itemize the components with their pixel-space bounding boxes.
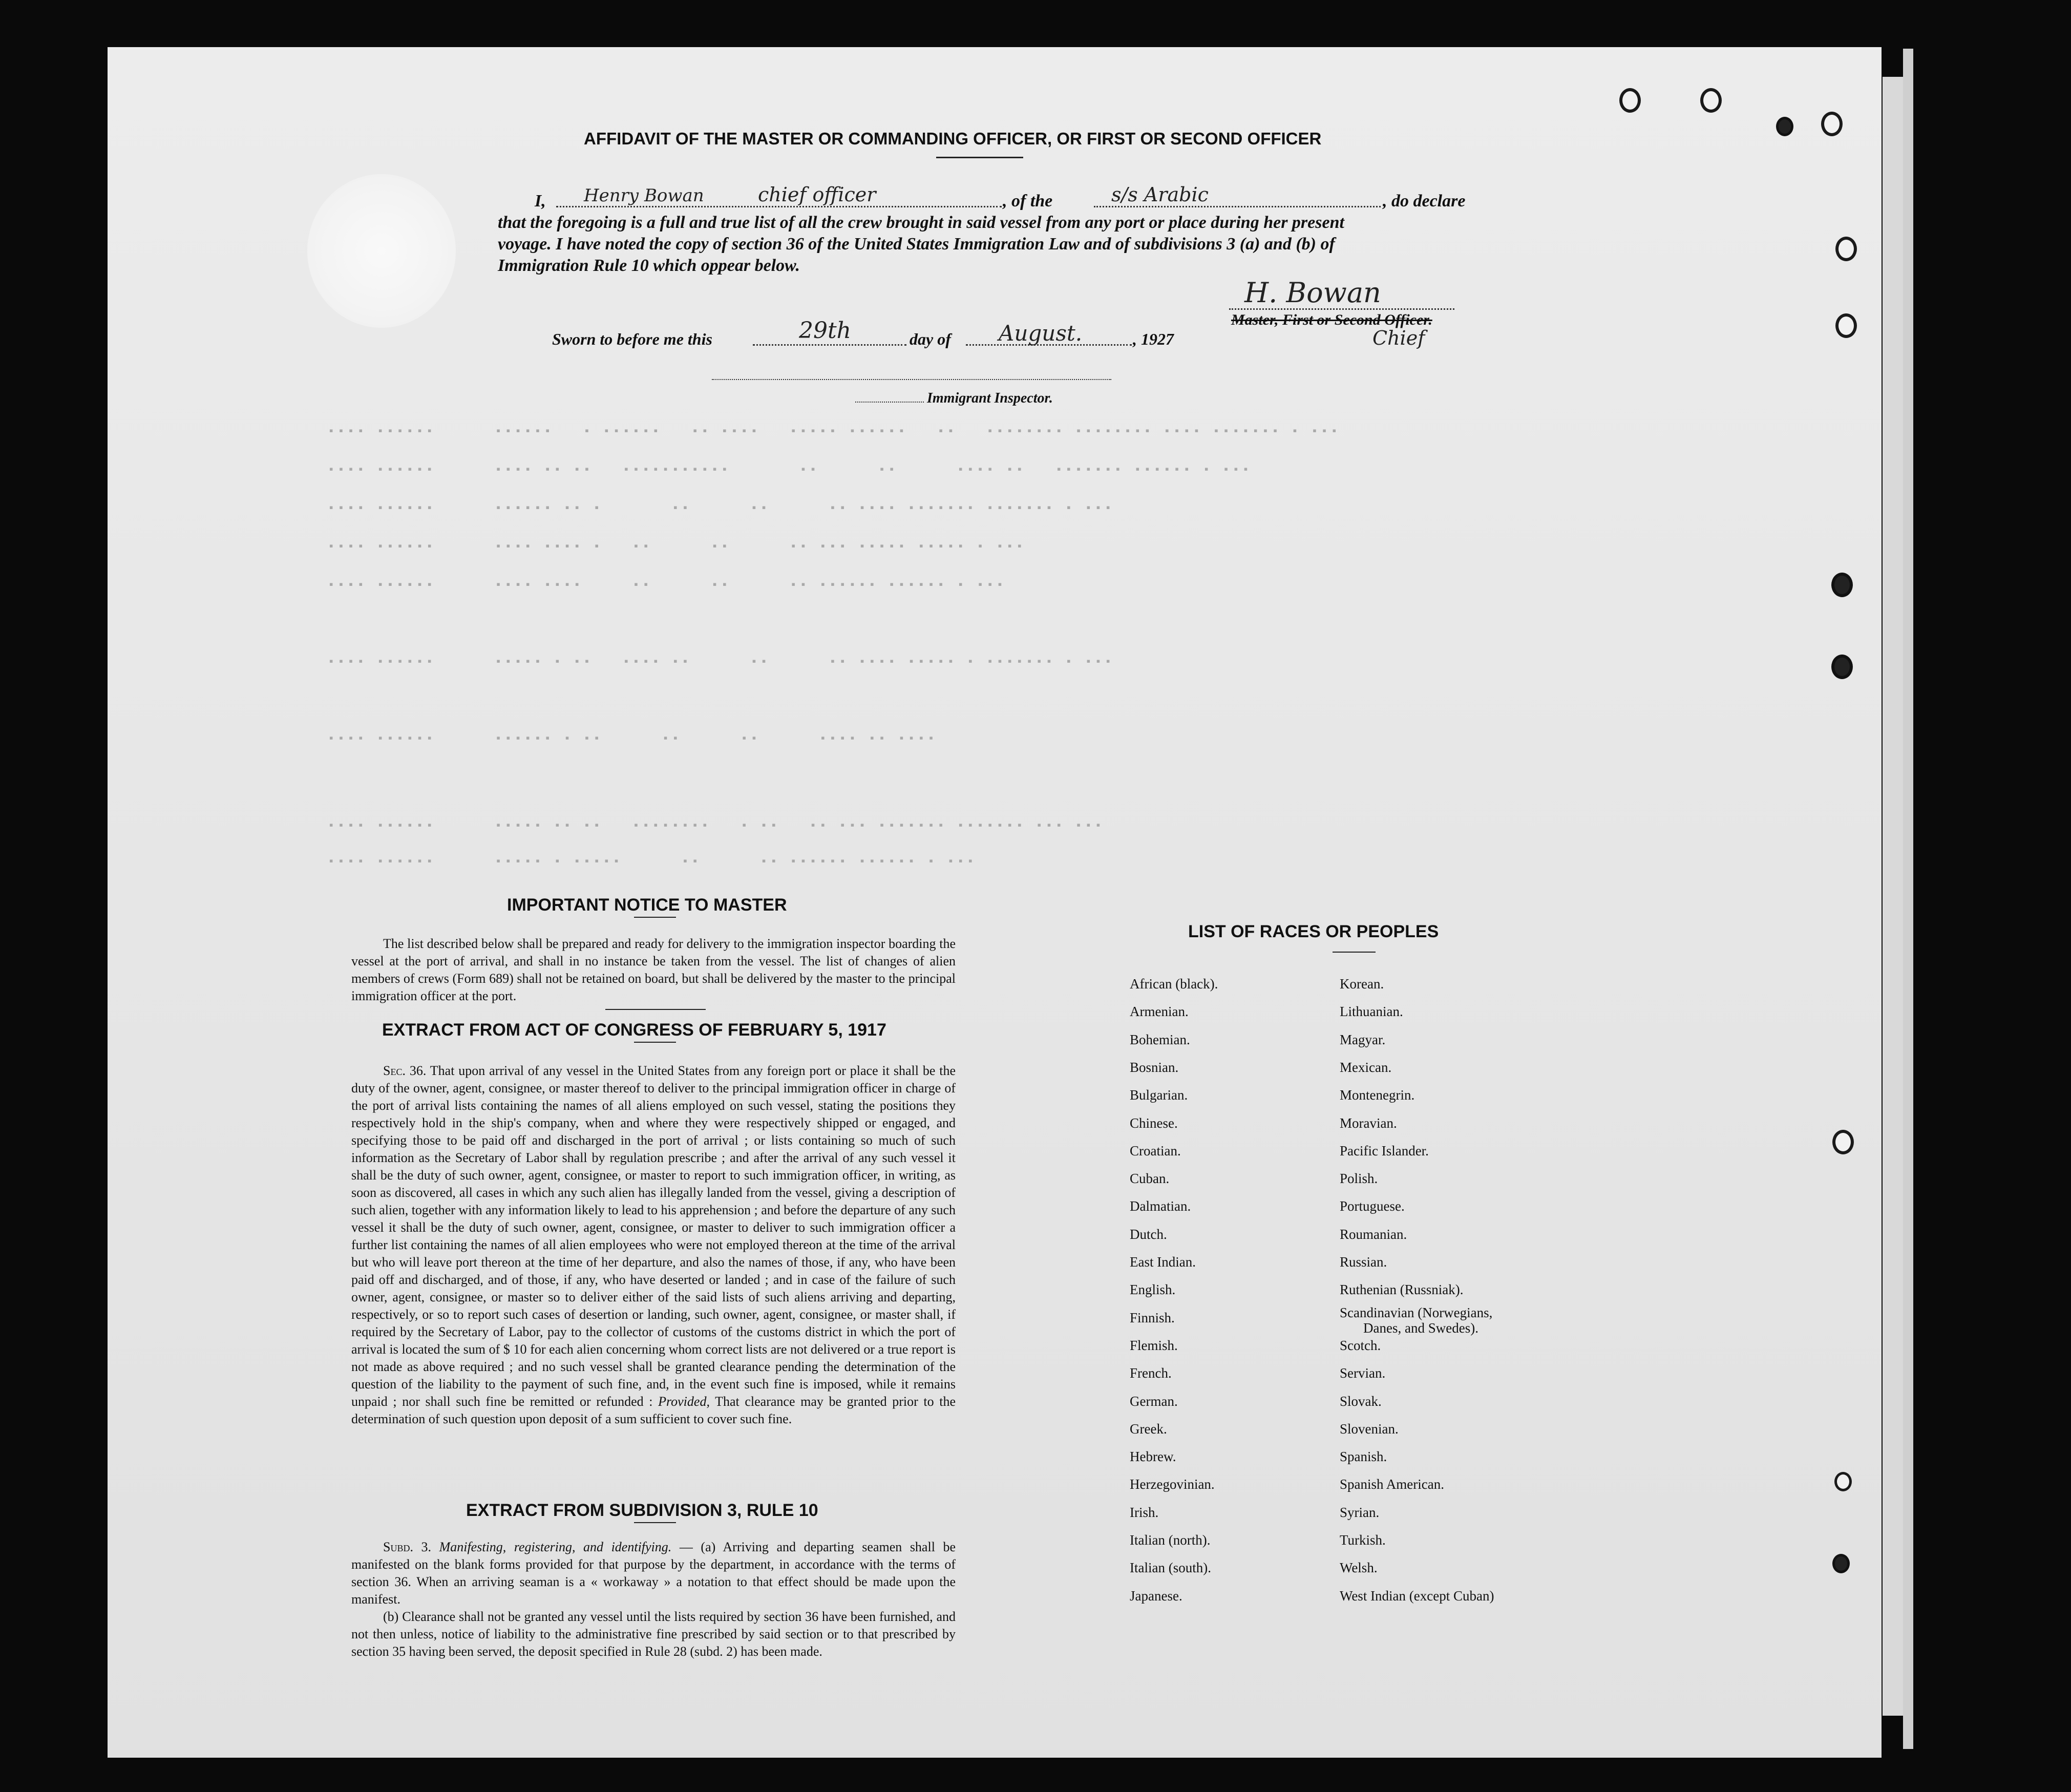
notice-title: IMPORTANT NOTICE TO MASTER [507,895,787,915]
proviso-text: That clearance may be granted prior to the determination of such question upon deposit of a sum sufficient to cover such fine. [351,1394,956,1426]
officer-name-handwritten: Henry Bowan [584,185,704,206]
race-item: Italian (south). [1130,1560,1211,1576]
race-item: Flemish. [1130,1337,1178,1353]
officer-rank-handwritten: chief officer [758,183,876,206]
signature-correction-handwritten: Chief [1372,327,1425,349]
race-item: Bulgarian. [1130,1087,1188,1103]
sworn-year: , 1927 [1133,330,1174,348]
race-item: Finnish. [1130,1310,1175,1325]
proviso-label: Provided, [658,1394,710,1409]
race-item: Syrian. [1340,1504,1380,1520]
race-item: Hebrew. [1130,1449,1176,1465]
notice-body: The list described below shall be prepared and ready for delivery to the immigration inspector boarding the vessel at the port of arrival, and shall in no instance be taken from the vessel. The list of changes of alien members of crews (Form 689) shall not be retained on board, but shall be delivered by the master to the principal immigration officer at the port. [351,936,956,1003]
signature-field[interactable] [1229,308,1454,310]
vessel-name-handwritten: s/s Arabic [1111,183,1209,206]
race-item: Scotch. [1340,1337,1381,1353]
act-rule [634,1042,676,1043]
bleed-through-text: ▪▪▪▪ ▪▪▪▪▪▪ ▪▪▪▪▪ ▪ ▪▪▪▪▪ ▪▪ ▪▪ ▪▪▪▪▪▪ ▪▪▪▪▪▪ ▪ ▪▪▪ [328,855,977,868]
rule-extract-part-b: (b) Clearance shall not be granted any vessel until the lists required by section 36 have been furnished, and not then unless, notice of liability to the administrative fine prescribed by said section or to that prescribed by section 35 having been served, the deposit specified in Rule 28 (subd. 2) has been made. [351,1609,956,1659]
race-item: Magyar. [1340,1031,1386,1047]
inspector-name-line[interactable] [855,402,924,403]
race-item: German. [1130,1393,1178,1409]
declare-label: , do declare [1383,192,1466,210]
bleed-through-text: ▪▪▪▪ ▪▪▪▪▪▪ ▪▪▪▪ ▪▪▪▪ ▪▪ ▪▪ ▪▪ ▪▪▪▪▪▪ ▪▪▪▪▪▪ ▪ ▪▪▪ [328,579,1006,592]
binder-hole [1831,573,1853,597]
race-item: Bohemian. [1130,1031,1190,1047]
binder-hole [1832,1554,1850,1573]
race-item: Ruthenian (Russniak). [1340,1282,1464,1298]
section-label: Sec. 36. [383,1063,427,1078]
races-title: LIST OF RACES OR PEOPLES [1188,922,1439,941]
affidavit-i: I, [535,192,546,210]
rule-rule [634,1522,676,1523]
bleed-through-text: ▪▪▪▪ ▪▪▪▪▪▪ ▪▪▪▪ ▪▪ ▪▪ ▪▪▪▪▪▪▪▪▪▪▪ ▪▪ ▪▪ ▪▪▪▪ ▪▪ ▪▪▪▪▪▪▪ ▪▪▪▪▪▪ ▪ ▪▪▪ [328,463,1253,476]
race-item: Croatian. [1130,1143,1181,1158]
race-item: Irish. [1130,1504,1159,1520]
race-item: Montenegrin. [1340,1087,1415,1103]
sworn-day-field[interactable] [753,344,906,346]
binder-hole [1831,655,1853,679]
races-rule [1333,952,1376,953]
bleed-through-text: ▪▪▪▪ ▪▪▪▪▪▪ ▪▪▪▪▪▪ ▪▪ ▪ ▪▪ ▪▪ ▪▪ ▪▪▪▪ ▪▪▪▪▪▪▪ ▪▪▪▪▪▪▪ ▪ ▪▪▪ [328,502,1115,515]
race-item: Italian (north). [1130,1532,1211,1548]
act-extract-title: EXTRACT FROM ACT OF CONGRESS OF FEBRUARY 5, 1917 [382,1020,886,1040]
race-item: Japanese. [1130,1588,1182,1604]
binder-hole [1835,313,1857,338]
race-item: Lithuanian. [1340,1004,1403,1020]
paper-edge [1883,77,1903,1716]
race-item: Dutch. [1130,1226,1167,1242]
race-item: Portuguese. [1340,1198,1405,1214]
race-item: Moravian. [1340,1115,1397,1131]
signature-caption: Master, First or Second Officer. [1231,311,1432,328]
race-item: Spanish. [1340,1449,1387,1465]
race-item: English. [1130,1282,1176,1298]
sworn-day-handwritten: 29th [799,318,852,344]
sworn-month-handwritten: August. [999,321,1083,346]
race-item: Slovenian. [1340,1421,1399,1437]
affidavit-line-2: that the foregoing is a full and true list of all the crew brought in said vessel from any port or place during her present [498,213,1344,232]
binder-hole [1821,112,1843,136]
affidavit-title: AFFIDAVIT OF THE MASTER OR COMMANDING OFFICER, OR FIRST OR SECOND OFFICER [584,129,1322,148]
binder-hole [1835,237,1857,261]
officer-name-field[interactable] [556,206,1002,207]
race-item: Spanish American. [1340,1477,1444,1492]
of-the-label: , of the [1003,192,1053,210]
rule-extract-title: EXTRACT FROM SUBDIVISION 3, RULE 10 [466,1501,818,1520]
subd-part-a: — (a) Arriving and departing seamen shall be manifested on the blank forms provided for that purpose by the department, in accordance with the terms of section 36. When an arriving seaman is a « workaway » a notation to that effect should be made upon the manifest. [351,1540,956,1607]
binder-hole [1832,1130,1854,1154]
paper-strip [1903,49,1913,1749]
race-item: West Indian (except Cuban) [1340,1588,1494,1604]
race-item: Danes, and Swedes). [1363,1320,1478,1336]
race-item: Russian. [1340,1254,1387,1270]
sworn-label: Sworn to before me this [552,330,712,348]
affidavit-line-3: voyage. I have noted the copy of section 36 of the United States Immigration Law and of subdivisions 3 (a) and (b) of [498,235,1335,254]
vessel-name-field[interactable] [1094,206,1381,207]
race-item: Pacific Islander. [1340,1143,1429,1158]
race-item: Armenian. [1130,1004,1189,1020]
race-item: Korean. [1340,976,1384,992]
race-item: Greek. [1130,1421,1167,1437]
rule-extract-part-a [351,1538,956,1608]
race-item: African (black). [1130,976,1218,992]
bleed-through-text: ▪▪▪▪ ▪▪▪▪▪▪ ▪▪▪▪▪ ▪ ▪▪ ▪▪▪▪ ▪▪ ▪▪ ▪▪ ▪▪▪▪ ▪▪▪▪▪ ▪ ▪▪▪▪▪▪▪ ▪ ▪▪▪ [328,656,1115,668]
subd-heading: Manifesting, registering, and identifying. [439,1540,672,1554]
inspector-signature-line[interactable] [712,379,1111,380]
act-extract-body [351,1062,956,1428]
race-item: Servian. [1340,1365,1386,1381]
race-item: Polish. [1340,1171,1378,1187]
notice-divider [605,1009,706,1010]
race-item: Mexican. [1340,1059,1392,1075]
affidavit-line-4: Immigration Rule 10 which oppear below. [498,256,800,275]
binder-hole [1834,1472,1852,1491]
race-item: Chinese. [1130,1115,1178,1131]
race-item: Turkish. [1340,1532,1386,1548]
binder-hole [1700,88,1722,113]
binder-hole [1776,117,1793,136]
race-item: Herzegovinian. [1130,1477,1215,1492]
race-item: Cuban. [1130,1171,1170,1187]
title-rule [936,157,1023,158]
section-36-text: That upon arrival of any vessel in the United States from any foreign port or place it shall be the duty of the owner, agent, consignee, or master thereof to deliver to the principal immigration officer in charge of the port of arrival lists containing the names of all aliens employed on such vessel, stating the positions they respectively hold in the ship's company, when and where they were respectively shipped or engaged, and specifying those to be paid off and discharged in the port of arrival ; or lists containing so much of such information as the Secretary of Labor shall by regulation prescribe ; and after the arrival of any such vessel it shall be the duty of such owner, agent, consignee, or master to report to such immigration officer, in writing, as soon as discovered, all cases in which any such alien has illegally landed from the vessel, giving a description of such alien, together with any information likely to lead to his apprehension ; and before the departure of any such vessel it shall be the duty of such owner, agent, consignee, or master to deliver to such immigration officer a further list containing the names of all alien employees who were not employed thereon at the time of the arrival but who will leave port thereon at the time of her departure, and also the names of those, if any, who have been paid off and discharged, and of those, if any, who have deserted or landed ; and in case of the failure of such owner, agent, consignee, or master so to deliver either of the said lists of such aliens arriving and departing, respectively, or so to report such cases of desertion or landing, such owner, agent, consignee, or master shall, if required by the Secretary of Labor, pay to the collector of customs of the customs district in which the port of arrival is located the sum of $ 10 for each alien concerning whom correct lists are not delivered or a true report is not made as above required ; and no such vessel shall be granted clearance pending the determination of the question of the liability to the payment of such fine, and, in the event such fine is imposed, while it remains unpaid ; nor shall such fine be remitted or refunded : [351,1063,956,1409]
bleed-through-text: ▪▪▪▪ ▪▪▪▪▪▪ ▪▪▪▪ ▪▪▪▪ ▪ ▪▪ ▪▪ ▪▪ ▪▪▪ ▪▪▪▪▪ ▪▪▪▪▪ ▪ ▪▪▪ [328,540,1026,553]
race-item: Slovak. [1340,1393,1382,1409]
race-item: Welsh. [1340,1560,1378,1576]
notice-rule [634,917,676,918]
subd-label: Subd. 3. [383,1540,432,1554]
race-item: Bosnian. [1130,1059,1179,1075]
day-of-label: day of [910,330,951,348]
bleed-through-text: ▪▪▪▪ ▪▪▪▪▪▪ ▪▪▪▪▪▪ ▪ ▪▪▪▪▪▪ ▪▪ ▪▪▪▪ ▪▪▪▪▪ ▪▪▪▪▪▪ ▪▪ ▪▪▪▪▪▪▪▪ ▪▪▪▪▪▪▪▪ ▪▪▪▪ ▪▪▪▪▪▪▪ ▪ ▪▪▪ [328,425,1341,438]
embossed-seal [307,174,456,328]
inspector-caption: Immigrant Inspector. [927,390,1053,406]
race-item: Scandinavian (Norwegians, [1340,1304,1493,1320]
race-item: Dalmatian. [1130,1198,1191,1214]
bleed-through-text: ▪▪▪▪ ▪▪▪▪▪▪ ▪▪▪▪▪▪ ▪ ▪▪ ▪▪ ▪▪ ▪▪▪▪ ▪▪ ▪▪▪▪ [328,732,938,745]
race-item: French. [1130,1365,1172,1381]
race-item: East Indian. [1130,1254,1196,1270]
race-item: Roumanian. [1340,1226,1407,1242]
signature-handwritten: H. Bowan [1244,277,1381,309]
bleed-through-text: ▪▪▪▪ ▪▪▪▪▪▪ ▪▪▪▪▪ ▪▪ ▪▪ ▪▪▪▪▪▪▪▪ ▪ ▪▪ ▪▪ ▪▪▪ ▪▪▪▪▪▪▪ ▪▪▪▪▪▪▪ ▪▪▪ ▪▪▪ [328,819,1105,832]
binder-hole [1619,88,1641,113]
